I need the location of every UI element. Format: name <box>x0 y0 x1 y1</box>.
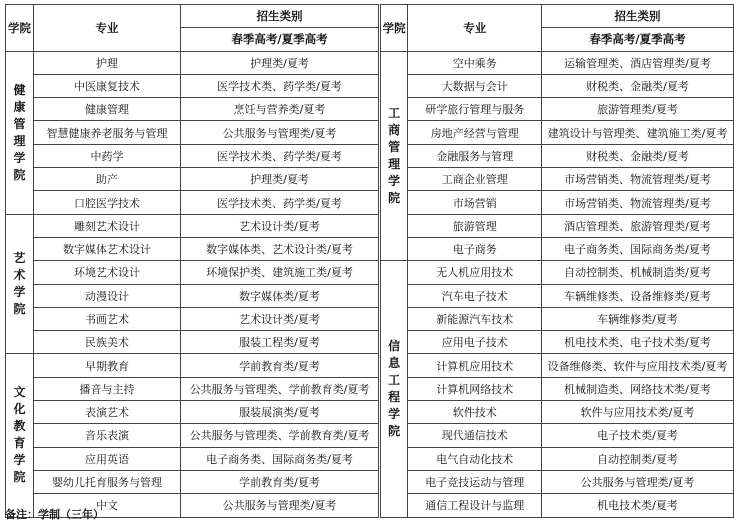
table-row <box>6 191 379 214</box>
major-cell: 汽车电子技术 <box>408 284 542 307</box>
category-cell: 艺术设计类/夏考 <box>181 214 379 237</box>
table-row <box>381 98 734 121</box>
category-cell: 机电技术类/夏考 <box>542 494 734 517</box>
table-row <box>381 74 734 97</box>
major-cell: 口腔医学技术 <box>34 191 181 214</box>
major-cell: 电气自动化技术 <box>408 447 542 470</box>
table-row <box>381 144 734 167</box>
table-row <box>6 401 379 424</box>
table-row <box>381 470 734 493</box>
major-cell: 通信工程设计与监理 <box>408 494 542 517</box>
table-row <box>6 470 379 493</box>
major-cell: 表演艺术 <box>34 401 181 424</box>
category-cell: 数字媒体类、艺术设计类/夏考 <box>181 237 379 260</box>
table-row <box>381 168 734 191</box>
category-cell: 学前教育类/夏考 <box>181 470 379 493</box>
major-cell: 早期教育 <box>34 354 181 377</box>
category-header: 招生类别 <box>542 5 734 28</box>
major-cell: 中药学 <box>34 144 181 167</box>
major-cell: 数字媒体艺术设计 <box>34 237 181 260</box>
college-header: 学院 <box>381 5 408 52</box>
category-cell: 车辆维修类、设备维修类/夏考 <box>542 284 734 307</box>
exam-type-header: 春季高考/夏季高考 <box>542 28 734 51</box>
table-row <box>381 214 734 237</box>
table-row <box>381 377 734 400</box>
category-cell: 服装展演类/夏考 <box>181 401 379 424</box>
college-name: 文 化 教 育 学 院 <box>6 354 34 517</box>
major-cell: 软件技术 <box>408 401 542 424</box>
major-cell: 应用英语 <box>34 447 181 470</box>
table-row <box>6 237 379 260</box>
table-row <box>6 144 379 167</box>
table-row <box>6 447 379 470</box>
category-cell: 公共服务与管理类/夏考 <box>181 121 379 144</box>
major-cell: 房地产经营与管理 <box>408 121 542 144</box>
table-row <box>381 401 734 424</box>
college-name: 信 息 工 程 学 院 <box>381 261 408 517</box>
major-cell: 助产 <box>34 168 181 191</box>
table-row <box>381 284 734 307</box>
category-cell: 电子商务类、国际商务类/夏考 <box>542 237 734 260</box>
category-cell: 数字媒体类/夏考 <box>181 284 379 307</box>
category-cell: 运输管理类、酒店管理类/夏考 <box>542 51 734 74</box>
table-row <box>381 331 734 354</box>
major-cell: 健康管理 <box>34 98 181 121</box>
table-row <box>381 354 734 377</box>
category-cell: 艺术设计类/夏考 <box>181 307 379 330</box>
category-cell: 护理类/夏考 <box>181 51 379 74</box>
major-cell: 计算机应用技术 <box>408 354 542 377</box>
major-header: 专业 <box>34 5 181 52</box>
table-row <box>381 237 734 260</box>
major-cell: 音乐表演 <box>34 424 181 447</box>
category-cell: 学前教育类/夏考 <box>181 354 379 377</box>
table-row <box>6 331 379 354</box>
table-row <box>6 121 379 144</box>
major-cell: 旅游管理 <box>408 214 542 237</box>
table-row <box>6 424 379 447</box>
category-cell: 医学技术类、药学类/夏考 <box>181 191 379 214</box>
table-row <box>6 98 379 121</box>
college-name: 艺 术 学 院 <box>6 214 34 354</box>
category-cell: 服装工程类/夏考 <box>181 331 379 354</box>
major-cell: 现代通信技术 <box>408 424 542 447</box>
category-cell: 公共服务与管理类、学前教育类/夏考 <box>181 377 379 400</box>
category-cell: 医学技术类、药学类/夏考 <box>181 144 379 167</box>
major-cell: 环境艺术设计 <box>34 261 181 284</box>
table-row <box>381 447 734 470</box>
table-row <box>6 307 379 330</box>
major-cell: 计算机网络技术 <box>408 377 542 400</box>
category-cell: 自动控制类、机械制造类/夏考 <box>542 261 734 284</box>
major-cell: 婴幼儿托育服务与管理 <box>34 470 181 493</box>
category-cell: 公共服务与管理类/夏考 <box>542 470 734 493</box>
major-cell: 护理 <box>34 51 181 74</box>
table-row <box>381 261 734 284</box>
category-cell: 护理类/夏考 <box>181 168 379 191</box>
category-cell: 电子商务类、国际商务类/夏考 <box>181 447 379 470</box>
category-cell: 车辆维修类/夏考 <box>542 307 734 330</box>
category-cell: 建筑设计与管理类、建筑施工类/夏考 <box>542 121 734 144</box>
table-row <box>6 354 379 377</box>
header-row <box>6 5 379 28</box>
major-cell: 市场营销 <box>408 191 542 214</box>
major-cell: 工商企业管理 <box>408 168 542 191</box>
table-row <box>381 424 734 447</box>
category-cell: 公共服务与管理类/夏考 <box>181 494 379 517</box>
table-row <box>6 214 379 237</box>
category-cell: 酒店管理类、旅游管理类/夏考 <box>542 214 734 237</box>
category-cell: 机电技术类、电子技术类/夏考 <box>542 331 734 354</box>
major-cell: 新能源汽车技术 <box>408 307 542 330</box>
category-cell: 旅游管理类/夏考 <box>542 98 734 121</box>
major-cell: 金融服务与管理 <box>408 144 542 167</box>
category-cell: 自动控制类/夏考 <box>542 447 734 470</box>
major-cell: 电子竞技运动与管理 <box>408 470 542 493</box>
category-cell: 医学技术类、药学类/夏考 <box>181 74 379 97</box>
college-name: 健 康 管 理 学 院 <box>6 51 34 214</box>
major-cell: 动漫设计 <box>34 284 181 307</box>
category-cell: 烹饪与营养类/夏考 <box>181 98 379 121</box>
major-header: 专业 <box>408 5 542 52</box>
table-row <box>381 494 734 517</box>
major-cell: 应用电子技术 <box>408 331 542 354</box>
major-cell: 中文 <box>34 494 181 517</box>
major-cell: 无人机应用技术 <box>408 261 542 284</box>
table-row <box>6 377 379 400</box>
footnote: 备注：学制（三年） <box>5 508 104 521</box>
category-cell: 财税类、金融类/夏考 <box>542 74 734 97</box>
table-row <box>381 51 734 74</box>
major-cell: 智慧健康养老服务与管理 <box>34 121 181 144</box>
category-cell: 环境保护类、建筑施工类/夏考 <box>181 261 379 284</box>
admissions-table-left <box>5 4 379 518</box>
category-header: 招生类别 <box>181 5 379 28</box>
table-row <box>381 191 734 214</box>
category-cell: 财税类、金融类/夏考 <box>542 144 734 167</box>
major-cell: 研学旅行管理与服务 <box>408 98 542 121</box>
table-row <box>381 307 734 330</box>
category-cell: 市场营销类、物流管理类/夏考 <box>542 191 734 214</box>
college-header: 学院 <box>6 5 34 52</box>
category-cell: 市场营销类、物流管理类/夏考 <box>542 168 734 191</box>
table-row <box>6 168 379 191</box>
category-cell: 软件与应用技术类/夏考 <box>542 401 734 424</box>
major-cell: 播音与主持 <box>34 377 181 400</box>
table-row <box>6 74 379 97</box>
table-row <box>381 121 734 144</box>
major-cell: 民族美术 <box>34 331 181 354</box>
category-cell: 公共服务与管理类、学前教育类/夏考 <box>181 424 379 447</box>
header-row <box>381 5 734 28</box>
college-name: 工 商 管 理 学 院 <box>381 51 408 261</box>
table-row <box>6 284 379 307</box>
major-cell: 书画艺术 <box>34 307 181 330</box>
exam-type-header: 春季高考/夏季高考 <box>181 28 379 51</box>
category-cell: 电子技术类/夏考 <box>542 424 734 447</box>
table-row <box>6 261 379 284</box>
major-cell: 电子商务 <box>408 237 542 260</box>
major-cell: 空中乘务 <box>408 51 542 74</box>
category-cell: 设备维修类、软件与应用技术类/夏考 <box>542 354 734 377</box>
admissions-table-right <box>380 4 734 518</box>
table-row <box>6 51 379 74</box>
major-cell: 大数据与会计 <box>408 74 542 97</box>
category-cell: 机械制造类、网络技术类/夏考 <box>542 377 734 400</box>
major-cell: 雕刻艺术设计 <box>34 214 181 237</box>
major-cell: 中医康复技术 <box>34 74 181 97</box>
